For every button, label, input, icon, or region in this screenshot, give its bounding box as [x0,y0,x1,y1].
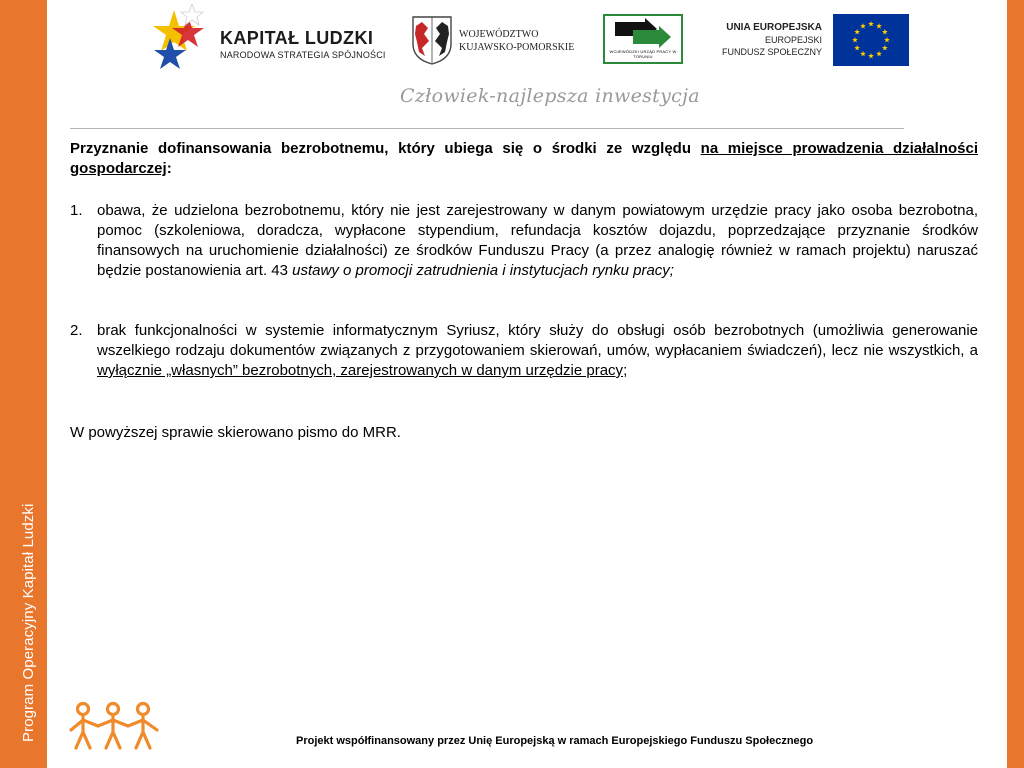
people-chain-logo [68,700,162,752]
header-divider [70,128,904,129]
main-content [70,139,978,458]
list-item-text: brak funkcjonalności w systemie informatycznym Syriusz, który służy do obsługi osób bezrobotnych (umożliwia generowanie wszelkiego rodzaju dokumentów związanych z przygotowaniem skierowań, umów, wypłacaniem świadczeń), lecz nie wszystkich, a [97,322,978,359]
kapital-ludzki-subtitle: NARODOWA STRATEGIA SPÓJNOŚCI [220,50,386,60]
list-item-italic-text: ustawy o promocji zatrudnienia i instytucjach rynku pracy; [292,262,674,279]
heading-text: Przyznanie dofinansowania bezrobotnemu, który ubiega się o środki ze względu [70,140,701,157]
kujawsko-pomorskie-label: KUJAWSKO-POMORSKIE [459,42,575,53]
list-item-text: obawa, że udzielona bezrobotnemu, który nie jest zarejestrowany w danym powiatowym urzędzie pracy jako osoba bezrobotna, pomoc (szkoleniowa, doradcza, wypłacone stypendium, refundacja kosztów dojazdu, poprzedzające przyznanie środków finansowych na uruchomienie działalności) ze środków Funduszu Pracy (a przez analogię również w ramach projektu) naruszać będzie postanowienia art. 43 [97,202,978,279]
kapital-ludzki-title: KAPITAŁ LUDZKI [220,28,374,48]
footer-cofinancing-text: Projekt współfinansowany przez Unię Europejską w ramach Europejskiego Funduszu Społecznego [296,735,814,747]
heading-end: : [166,160,172,177]
closing-paragraph: W powyższej sprawie skierowano pismo do MRR. [70,424,401,441]
wup-arrows-icon [605,16,681,52]
content-heading [70,139,978,179]
list-number: 2. [70,322,83,339]
wup-label: WOJEWÓDZKI URZĄD PRACY W TORUNIU [609,49,677,59]
list-item-2 [70,321,978,381]
tagline: Człowiek-najlepsza inwestycja [400,85,700,107]
heading-underlined-text: na miejsce prowadzenia działalności gospodarczej [70,140,978,177]
ue-subtitle-1: EUROPEJSKI [764,35,822,45]
sidebar-vertical-label: Program Operacyjny Kapitał Ludzki [20,503,37,742]
ue-title: UNIA EUROPEJSKA [726,22,822,33]
kujawsko-pomorskie-crest [410,14,454,66]
wojewodztwo-label: WOJEWÓDZTWO [459,29,539,40]
list-item-end: ; [623,362,628,379]
list-item-1 [70,201,978,281]
wup-logo [603,14,683,64]
ue-subtitle-2: FUNDUSZ SPOŁECZNY [721,47,822,57]
list-number: 1. [70,202,83,219]
eu-flag-icon [833,14,909,66]
list-item-underlined-text: wyłącznie „własnych” bezrobotnych, zarejestrowanych w danym urzędzie pracy [97,362,624,379]
right-edge-bar [1007,0,1024,768]
left-sidebar-bar [0,0,47,768]
kapital-ludzki-star-logo [148,2,210,78]
